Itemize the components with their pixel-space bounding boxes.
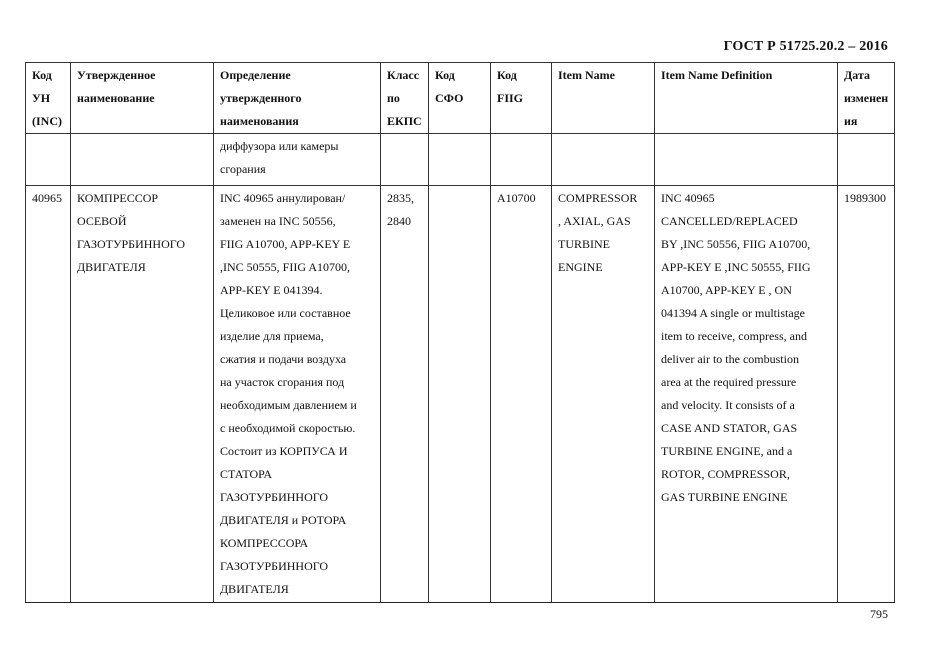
column-header-change-date: Дата изменен ия xyxy=(838,63,895,134)
column-header-definition: Определение утвержденного наименования xyxy=(214,63,381,134)
ekps-class-cell: 2835, 2840 xyxy=(381,186,429,603)
table-cell xyxy=(655,134,838,186)
column-header-inc: Код УН (INC) xyxy=(26,63,71,134)
approved-name-cell: КОМПРЕССОР ОСЕВОЙ ГАЗОТУРБИННОГО ДВИГАТЕЛЯ xyxy=(71,186,214,603)
table-cell xyxy=(381,134,429,186)
fiig-code-cell: A10700 xyxy=(491,186,552,603)
table-cell xyxy=(429,134,491,186)
table-cell: диффузора или камеры сгорания xyxy=(214,134,381,186)
item-name-cell: COMPRESSOR , AXIAL, GAS TURBINE ENGINE xyxy=(552,186,655,603)
column-header-ekps-class: Класс по ЕКПС xyxy=(381,63,429,134)
table-cell xyxy=(26,134,71,186)
table-header-row xyxy=(26,63,895,134)
table-cell xyxy=(71,134,214,186)
table-cell xyxy=(552,134,655,186)
table-cell xyxy=(491,134,552,186)
item-definition-cell: INC 40965 CANCELLED/REPLACED BY ,INC 50556, FIIG A10700, APP-KEY E ,INC 50555, FIIG A10700, APP-KEY E , ON 041394 A single or multistage item to receive, compress, and deliver air to the combustion area at the required pressure and velocity. It consists of a CASE AND STATOR, GAS TURBINE ENGINE, and a ROTOR, COMPRESSOR, GAS TURBINE ENGINE xyxy=(655,186,838,603)
change-date-cell: 1989300 xyxy=(838,186,895,603)
inc-table xyxy=(25,62,895,603)
column-header-fiig-code: Код FIIG xyxy=(491,63,552,134)
definition-cell: INC 40965 аннулирован/ заменен на INC 50556, FIIG A10700, APP-KEY E ,INC 50555, FIIG A10700, APP-KEY E 041394. Целиковое или составное изделие для приема, сжатия и подачи воздуха на участок сгорания под необходимым давлением и с необходимой скоростью. Состоит из КОРПУСА И СТАТОРА ГАЗОТУРБИННОГО ДВИГАТЕЛЯ и РОТОРА КОМПРЕССОРА ГАЗОТУРБИННОГО ДВИГАТЕЛЯ xyxy=(214,186,381,603)
page-number: 795 xyxy=(870,607,888,621)
sfo-code-cell xyxy=(429,186,491,603)
column-header-sfo-code: Код СФО xyxy=(429,63,491,134)
column-header-item-name-definition: Item Name Definition xyxy=(655,63,838,134)
table-row-continuation xyxy=(26,134,895,186)
column-header-approved-name: Утвержденное наименование xyxy=(71,63,214,134)
document-title: ГОСТ Р 51725.20.2 – 2016 xyxy=(723,39,888,54)
inc-code-cell: 40965 xyxy=(26,186,71,603)
table-row xyxy=(26,186,895,603)
table-cell xyxy=(838,134,895,186)
column-header-item-name: Item Name xyxy=(552,63,655,134)
